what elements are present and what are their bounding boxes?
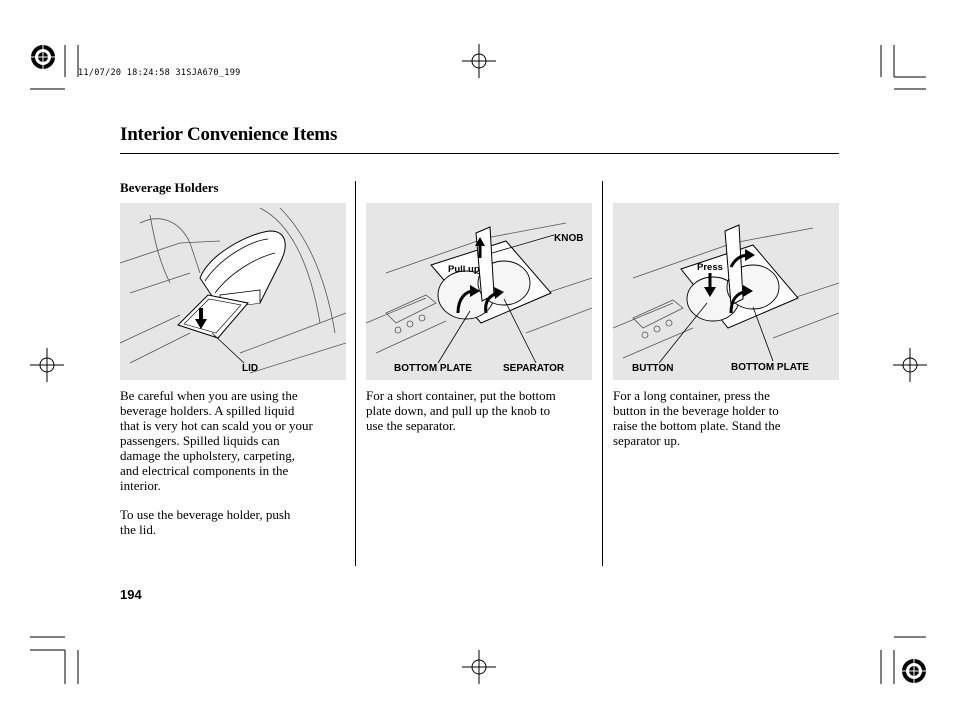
paragraph [366, 388, 598, 433]
text-line: passengers. Spilled liquids can [120, 433, 280, 448]
title-divider [120, 153, 839, 154]
text-line: the lid. [120, 522, 157, 537]
registration-cross-icon [893, 348, 927, 382]
text-line: plate down, and pull up the knob to [366, 403, 551, 418]
page-title: Interior Convenience Items [120, 124, 338, 145]
illustration-beverage-holder-short [366, 203, 592, 380]
text-line: For a short container, put the bottom [366, 388, 556, 403]
print-timestamp: 11/07/20 18:24:58 31SJA670_199 [78, 68, 241, 78]
text-line: and electrical components in the [120, 463, 289, 478]
callout-press: Press [697, 262, 723, 273]
text-line: use the separator. [366, 418, 456, 433]
page-number: 194 [120, 587, 142, 602]
paragraph [120, 388, 352, 493]
text-line: To use the beverage holder, push [120, 507, 291, 522]
callout-pull-up: Pull up [448, 264, 480, 275]
column-divider [602, 181, 603, 566]
registration-cross-icon [462, 44, 496, 78]
column-text-2 [366, 388, 598, 447]
section-heading: Beverage Holders [120, 180, 219, 195]
text-line: button in the beverage holder to [613, 403, 779, 418]
text-line: interior. [120, 478, 161, 493]
text-line: Be careful when you are using the [120, 388, 298, 403]
text-line: For a long container, press the [613, 388, 770, 403]
registration-target-icon [27, 41, 59, 73]
callout-knob: KNOB [554, 233, 584, 244]
column-text-3 [613, 388, 845, 462]
registration-target-icon [898, 655, 930, 687]
callout-bottom-plate: BOTTOM PLATE [394, 363, 472, 374]
paragraph [613, 388, 845, 448]
callout-separator: SEPARATOR [503, 363, 565, 374]
registration-cross-icon [462, 650, 496, 684]
callout-button: BUTTON [632, 363, 674, 374]
registration-cross-icon [30, 348, 64, 382]
text-line: that is very hot can scald you or your [120, 418, 313, 433]
callout-bottom-plate: BOTTOM PLATE [731, 362, 809, 373]
column-divider [355, 181, 356, 566]
illustration-beverage-holder-long [613, 203, 839, 380]
text-line: separator up. [613, 433, 681, 448]
text-line: raise the bottom plate. Stand the [613, 418, 781, 433]
illustration-armrest-lid [120, 203, 346, 380]
text-line: beverage holders. A spilled liquid [120, 403, 295, 418]
callout-lid: LID [242, 363, 259, 374]
paragraph [120, 507, 352, 537]
column-text-1 [120, 388, 352, 551]
text-line: damage the upholstery, carpeting, [120, 448, 295, 463]
